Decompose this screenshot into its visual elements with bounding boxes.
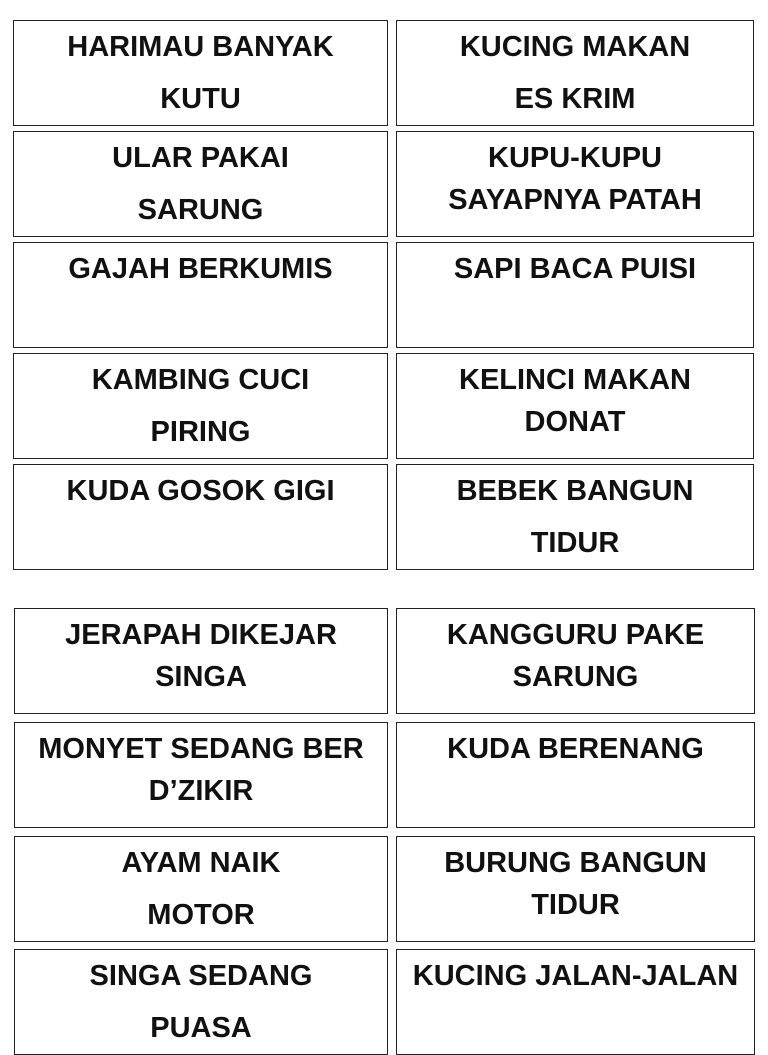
- card-text-line: SINGA: [155, 661, 247, 693]
- card-text-line: MOTOR: [147, 899, 255, 931]
- sheet1-right-card-5: [396, 464, 754, 570]
- card-text-line: SAYAPNYA PATAH: [448, 184, 702, 216]
- card-text-line: HARIMAU BANYAK: [67, 31, 334, 63]
- card-text-line: BEBEK BANGUN: [456, 475, 694, 507]
- sheet1-left-card-4: [13, 353, 388, 459]
- sheet1-right-card-1: [396, 20, 754, 126]
- card-text-line: KUCING MAKAN: [459, 31, 691, 63]
- sheet1-left-card-5: [13, 464, 388, 570]
- card-text-line: BURUNG BANGUN: [444, 847, 707, 879]
- card-text-line: KUCING JALAN-JALAN: [412, 960, 739, 992]
- sheet2-left-card-4: [14, 949, 388, 1055]
- sheet1-left-card-2: [13, 131, 388, 237]
- card-text-line: PIRING: [150, 416, 251, 448]
- card-text-line: KANGGURU PAKE: [446, 619, 705, 651]
- card-text-line: ES KRIM: [514, 83, 636, 115]
- sheet2-right-card-4: [396, 949, 755, 1055]
- sheet1-left-card-3: [13, 242, 388, 348]
- card-text-line: KUPU-KUPU: [488, 142, 662, 174]
- card-text-line: TIDUR: [530, 527, 620, 559]
- sheet1-right-card-2: [396, 131, 754, 237]
- card-text-line: KUDA BERENANG: [447, 733, 704, 765]
- sheet1-left-card-1: [13, 20, 388, 126]
- card-text-line: DONAT: [524, 406, 626, 438]
- card-text-line: PUASA: [150, 1012, 252, 1044]
- card-text-line: ULAR PAKAI: [112, 142, 289, 174]
- sheet1-right-card-3: [396, 242, 754, 348]
- card-text-line: AYAM NAIK: [121, 847, 281, 879]
- card-text-line: JERAPAH DIKEJAR: [65, 619, 337, 651]
- card-text-line: KUTU: [160, 83, 241, 115]
- sheet2-left-card-2: [14, 722, 388, 828]
- card-text-line: KAMBING CUCI: [91, 364, 310, 396]
- card-text-line: SARUNG: [512, 661, 639, 693]
- card-text-line: MONYET SEDANG BER: [38, 733, 364, 765]
- card-text-line: GAJAH BERKUMIS: [68, 253, 333, 285]
- sheet2-right-card-2: [396, 722, 755, 828]
- sheet2-left-card-1: [14, 608, 388, 714]
- card-text-line: KELINCI MAKAN: [459, 364, 691, 396]
- card-text-line: SARUNG: [137, 194, 264, 226]
- sheet1-right-card-4: [396, 353, 754, 459]
- card-text-line: SINGA SEDANG: [89, 960, 313, 992]
- card-text-line: SAPI BACA PUISI: [453, 253, 697, 285]
- sheet2-left-card-3: [14, 836, 388, 942]
- sheet2-right-card-1: [396, 608, 755, 714]
- card-text-line: KUDA GOSOK GIGI: [66, 475, 335, 507]
- card-text-line: TIDUR: [531, 889, 620, 921]
- card-text-line: D’ZIKIR: [148, 775, 254, 807]
- sheet2-right-card-3: [396, 836, 755, 942]
